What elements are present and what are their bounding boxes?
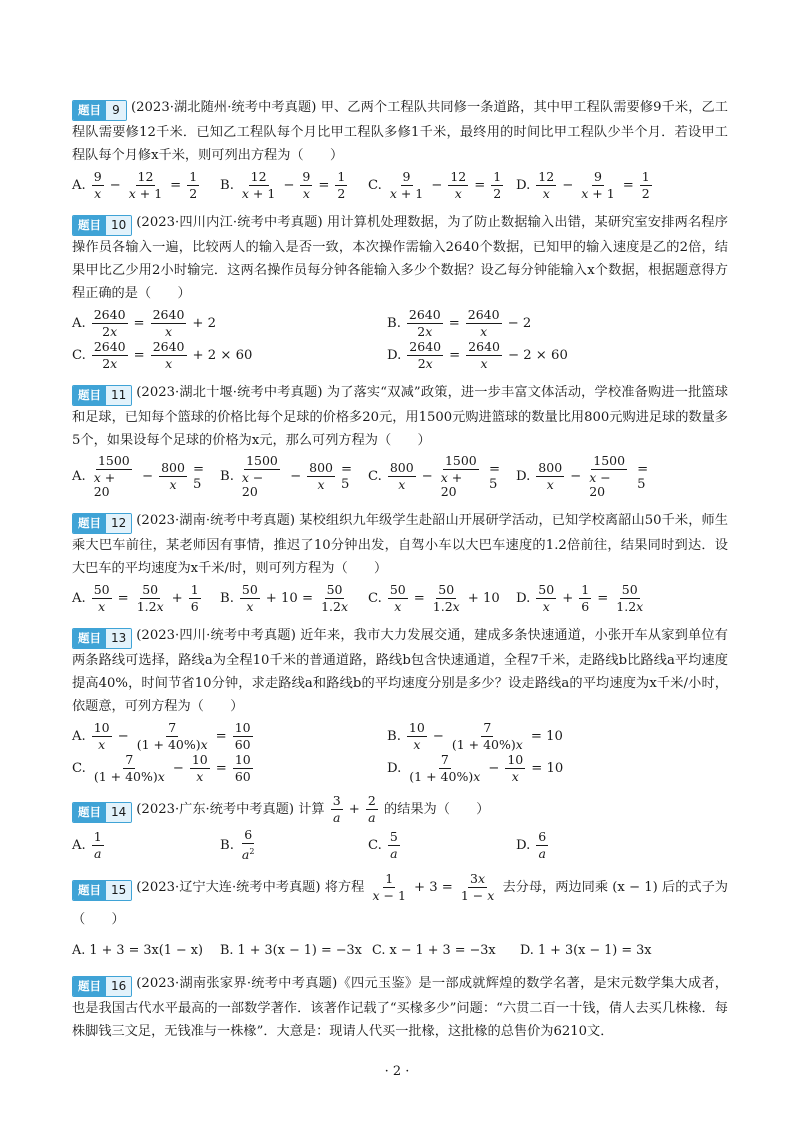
option-b[interactable]: B. $\frac{10}{x}$ − $\frac{7}{(1 + 40\%)x}$ = 10	[387, 719, 563, 752]
option-b[interactable]: B. $\frac{50}{x}$ + 10 = $\frac{50}{1.2x}$	[220, 581, 349, 614]
options	[72, 828, 728, 862]
tag-label: 题目	[73, 101, 106, 120]
option-d[interactable]: D. $\frac{2640}{2x}$ = $\frac{2640}{x}$ − 2 × 60	[387, 338, 568, 371]
tag-label: 题目	[73, 216, 106, 235]
problem-tag	[72, 100, 127, 121]
option-d[interactable]: D. $\frac{50}{x}$ + $\frac{1}{6}$ = $\frac{50}{1.2x}$	[516, 581, 644, 614]
problem-number: 12	[106, 514, 131, 533]
problem-tag	[72, 802, 132, 823]
option-d[interactable]: D. $\frac{7}{(1 + 40\%)x}$ − $\frac{10}{x}$ = 10	[387, 751, 564, 784]
problem-tag	[72, 215, 132, 236]
option-d[interactable]: D. $\frac{6}{a}$	[516, 828, 547, 861]
problem-text: (2023·湖南·统考中考真题) 某校组织九年级学生赴韶山开展研学活动，已知学校离韶山50千米，师生乘大巴车前往，某老师因有事情，推迟了10分钟出发，自驾小车以大巴车速度的1.2倍前往，结果同时到达．设大巴车的平均速度为x千米/时，则可列方程为（ ）	[72, 513, 728, 576]
page-content	[72, 96, 728, 1053]
option-a[interactable]: A. $\frac{1}{a}$	[72, 828, 102, 861]
problem-tag	[72, 513, 132, 534]
problem-text-after: 去分母，两边同乘 (x − 1) 后的式子为（ ）	[72, 880, 728, 928]
option-d[interactable]: D. $\frac{800}{x}$ − $\frac{1500}{x - 20}$ = 5	[516, 453, 649, 499]
options	[72, 169, 728, 201]
option-a[interactable]: A. $\frac{50}{x}$ = $\frac{50}{1.2x}$ + $\frac{1}{6}$	[72, 581, 199, 614]
problem-number: 13	[106, 629, 131, 648]
option-d[interactable]: D. 1 + 3(x − 1) = 3x	[520, 942, 652, 958]
option-b[interactable]: B. $\frac{2640}{2x}$ = $\frac{2640}{x}$ − 2	[387, 306, 532, 339]
tag-label: 题目	[73, 803, 106, 822]
option-a[interactable]: A. $\frac{9}{x}$ − $\frac{12}{x + 1}$ = $\frac{1}{2}$	[72, 168, 198, 201]
options	[72, 938, 728, 962]
option-c[interactable]: C. $\frac{7}{(1 + 40\%)x}$ − $\frac{10}{x}$ = $\frac{10}{60}$	[72, 751, 251, 784]
problem-tag	[72, 385, 132, 406]
option-a[interactable]: A. $\frac{1500}{x + 20}$ − $\frac{800}{x}$ = 5	[72, 453, 204, 499]
tag-label: 题目	[73, 629, 106, 648]
problem-number: 14	[106, 803, 131, 822]
option-d[interactable]: D. $\frac{12}{x}$ − $\frac{9}{x + 1}$ = $\frac{1}{2}$	[516, 168, 650, 201]
option-c[interactable]: C. $\frac{2640}{2x}$ = $\frac{2640}{x}$ + 2 × 60	[72, 338, 253, 371]
problem-10	[72, 211, 728, 371]
problem-16	[72, 972, 728, 1043]
options	[72, 582, 728, 614]
problem-tag	[72, 628, 132, 649]
problem-15: 题目 15 (2023·辽宁大连·统考中考真题) 将方程 $\frac{1}{x - 1}$ + 3 = $\frac{3x}{1 - x}$ 去分母，两边同乘 (x − 1) 后的式子为（ ） A. 1 + 3 = 3x(1 − x) B. 1 + 3(x − 1) = −3x C. x − 1 + 3 = −3x D. 1 + 3(x − 1) = 3x	[72, 872, 728, 962]
problem-text: (2023·四川·统考中考真题) 近年来，我市大力发展交通，建成多条快速通道，小张开车从家到单位有两条路线可选择，路线a为全程10千米的普通道路，路线b包含快速通道，全程7千米，走路线b比路线a平均速度提高40%，时间节省10分钟，求走路线a和路线b的平均速度分别是多少？设走路线a的平均速度为x千米/小时，依题意，可列方程为（ ）	[72, 628, 728, 714]
problem-number: 11	[106, 386, 131, 405]
page-number: · 2 ·	[384, 1064, 410, 1079]
problem-number: 9	[106, 101, 126, 120]
option-b[interactable]: B. $\frac{6}{a^2}$	[220, 827, 255, 863]
problem-tag	[72, 976, 132, 997]
tag-label: 题目	[73, 386, 106, 405]
problem-tag	[72, 880, 132, 901]
problem-13	[72, 624, 728, 784]
problem-11	[72, 381, 728, 499]
problem-number: 10	[106, 216, 131, 235]
option-a[interactable]: A. $\frac{2640}{2x}$ = $\frac{2640}{x}$ + 2	[72, 306, 217, 339]
option-b[interactable]: B. $\frac{12}{x + 1}$ − $\frac{9}{x}$ = $\frac{1}{2}$	[220, 168, 346, 201]
option-c[interactable]: C. $\frac{800}{x}$ − $\frac{1500}{x + 20}$ = 5	[368, 453, 501, 499]
tag-label: 题目	[73, 514, 106, 533]
option-a[interactable]: A. 1 + 3 = 3x(1 − x)	[72, 942, 203, 958]
option-c[interactable]: C. x − 1 + 3 = −3x	[372, 942, 496, 958]
options	[72, 720, 728, 784]
problem-14: 题目 14 (2023·广东·统考中考真题) 计算 $\frac{3}{a}$ + $\frac{2}{a}$ 的结果为（ ） A. $\frac{1}{a}$ B. $\frac{6}{a^2}$ C. $\frac{5}{a}$ D. $\frac{6}{a}$	[72, 794, 728, 862]
problem-12	[72, 509, 728, 614]
problem-9	[72, 96, 728, 201]
option-a[interactable]: A. $\frac{10}{x}$ − $\frac{7}{(1 + 40\%)x}$ = $\frac{10}{60}$	[72, 719, 251, 752]
options	[72, 307, 728, 371]
option-c[interactable]: C. $\frac{50}{x}$ = $\frac{50}{1.2x}$ + 10	[368, 581, 500, 614]
option-b[interactable]: B. 1 + 3(x − 1) = −3x	[220, 942, 362, 958]
problem-number: 15	[106, 881, 131, 900]
options	[72, 454, 728, 499]
option-b[interactable]: B. $\frac{1500}{x - 20}$ − $\frac{800}{x}$ = 5	[220, 453, 353, 499]
tag-label: 题目	[73, 881, 106, 900]
option-c[interactable]: C. $\frac{5}{a}$	[368, 828, 398, 861]
problem-text: (2023·湖南张家界·统考中考真题)《四元玉鉴》是一部成就辉煌的数学名著，是宋元数学集大成者，也是我国古代水平最高的一部数学著作．该著作记载了“买椽多少”问题：“六贯二百一十钱，倩人去买几株椽．每株脚钱三文足，无钱准与一株椽”．大意是：现请人代买一批椽，这批椽的总售价为6210文．	[72, 976, 728, 1040]
problem-number: 16	[106, 977, 131, 996]
problem-text-after: 的结果为（ ）	[383, 802, 490, 817]
problem-text: (2023·辽宁大连·统考中考真题) 将方程	[136, 880, 365, 896]
option-c[interactable]: C. $\frac{9}{x + 1}$ − $\frac{12}{x}$ = $\frac{1}{2}$	[368, 168, 502, 201]
problem-text: (2023·湖北随州·统考中考真题) 甲、乙两个工程队共同修一条道路，其中甲工程队需要修9千米，乙工程队需要修12千米．已知乙工程队每个月比甲工程队多修1千米，最终用的时间比甲工程队少半个月．若设甲工程队每个月修x千米，则可列出方程为（ ）	[72, 100, 728, 163]
problem-text: (2023·四川内江·统考中考真题) 用计算机处理数据，为了防止数据输入出错，某研究室安排两名程序操作员各输入一遍，比较两人的输入是否一致，本次操作需输入2640个数据，已知甲的输入速度是乙的2倍，结果甲比乙少用2小时输完．这两名操作员每分钟各能输入多少个数据？设乙每分钟能输入x个数据，根据题意得方程正确的是（ ）	[72, 215, 728, 301]
problem-text: (2023·广东·统考中考真题) 计算	[136, 802, 325, 817]
tag-label: 题目	[73, 977, 106, 996]
problem-text: (2023·湖北十堰·统考中考真题) 为了落实“双减”政策，进一步丰富文体活动，学校准备购进一批篮球和足球，已知每个篮球的价格比每个足球的价格多20元，用1500元购进篮球的数量比用800元购进足球的数量多5个，如果设每个足球的价格为x元，那么可列方程为（ ）	[72, 385, 728, 448]
